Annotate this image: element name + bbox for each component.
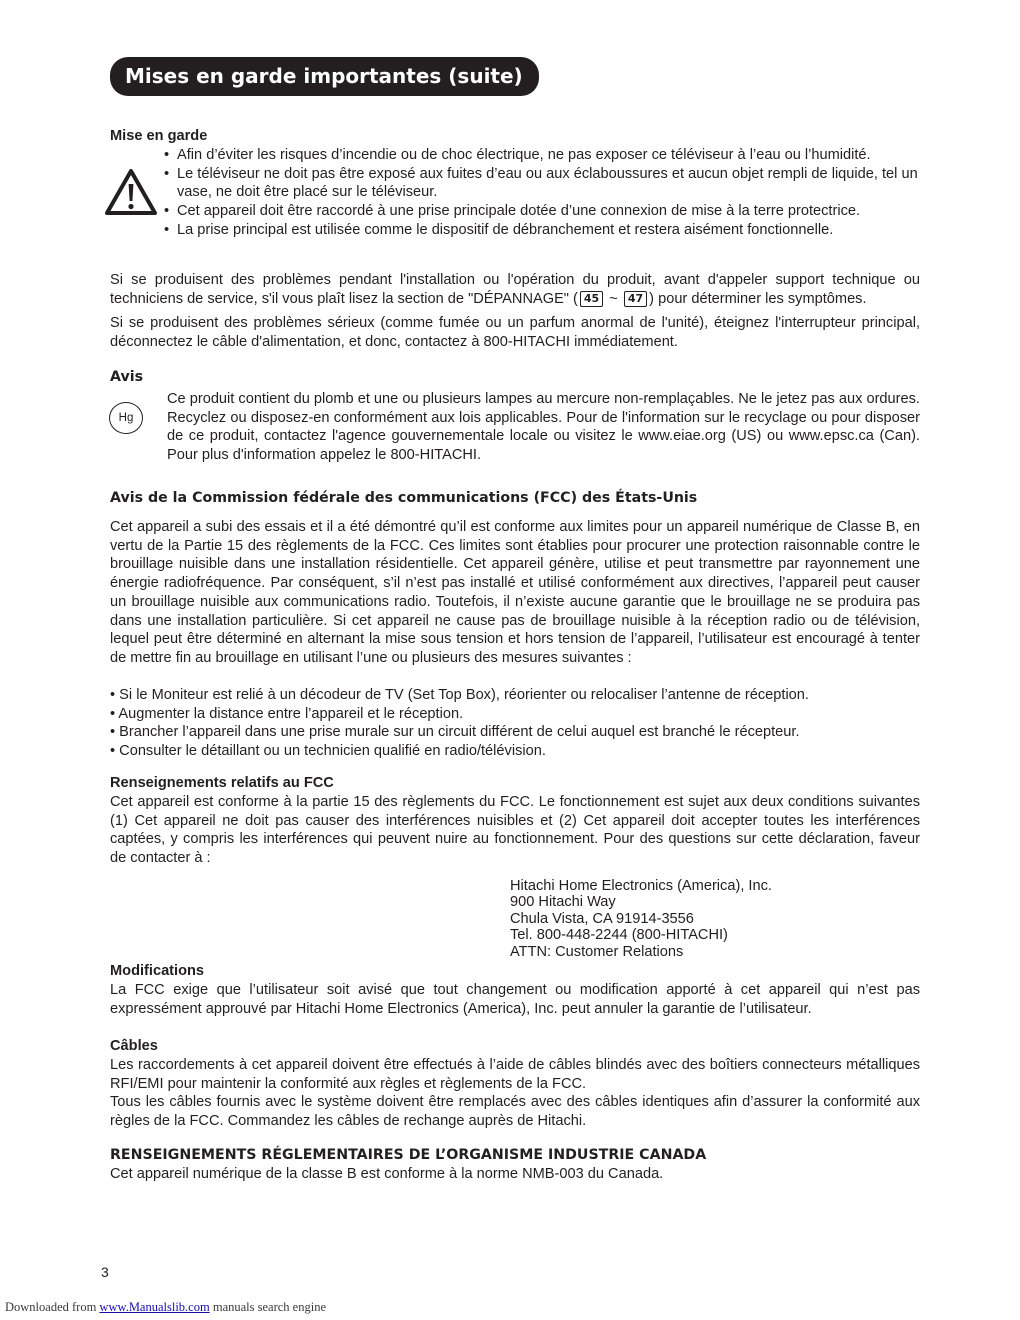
fcc-measures-list: [110, 686, 809, 761]
warning-triangle-icon: [104, 168, 158, 216]
notice-text: Ce produit contient du plomb et une ou plusieurs lampes au mercure non-remplaçables. Ne le jetez pas aux ordures. Recyclez ou disposez-en conformément aux lois applicables. Pour de l'information sur le recyclage ou pour disposer de ce produit, contactez l'agence gouvernementale locale ou visitez le www.eiae.org (US) ou www.epsc.ca (Can). Pour plus d'information appelez le 800-HITACHI.: [167, 391, 920, 464]
modifications-heading: Modifications: [110, 963, 205, 979]
cables-text: [110, 1056, 920, 1131]
manualslib-link[interactable]: www.Manualslib.com: [99, 1300, 210, 1314]
cables-heading: Câbles: [110, 1038, 158, 1054]
caution-item: • Afin d’éviter les risques d’incendie ou de choc électrique, ne pas exposer ce téléviseur à l’eau ou l’humidité.: [164, 146, 924, 165]
page-reference-45: 45: [580, 291, 603, 307]
fcc-paragraph: Cet appareil a subi des essais et il a été démontré qu’il est conforme aux limites pour un appareil numérique de Classe B, en vertu de la Partie 15 des règlements de la FCC. Ces limites sont établies pour procurer une protection raisonnable contre le brouillage nuisible dans une installation résidentielle. Cet appareil génère, utilise et peut transmettre par rayonnement une énergie radiofréquence. Par conséquent, s’il n’est pas installé et utilisé conformément aux directives, l’appareil peut causer un brouillage nuisible aux communications radio. Toutefois, il n’existe aucune garantie que le brouillage ne se produira pas dans une installation particulière. Si cet appareil ne cause pas de brouillage nuisible à la réception radio ou de télévision, lequel peut être déterminé en alternant la mise sous tension et hors tension de l’appareil, l’utilisateur est encouragé à tenter de mettre fin au brouillage en utilisant l’une ou plusieurs des mesures suivantes :: [110, 519, 920, 666]
caution-list: [164, 146, 924, 240]
fcc-heading: Avis de la Commission fédérale des communications (FCC) des États-Unis: [110, 490, 698, 506]
canada-text: Cet appareil numérique de la classe B est conforme à la norme NMB-003 du Canada.: [110, 1166, 664, 1182]
serious-problems-paragraph: Si se produisent des problèmes sérieux (comme fumée ou un parfum anormal de l'unité), éteignez l'interrupteur principal, déconnectez le câble d'alimentation, et donc, contactez à 800-HITACHI immédiatement.: [110, 315, 920, 350]
cables-paragraph-1: Les raccordements à cet appareil doivent être effectués à l’aide de câbles blindés avec des boîtiers connecteurs métalliques RFI/EMI pour maintenir la conformité aux règles et règlements de la FCC.: [110, 1057, 920, 1092]
address-line: 900 Hitachi Way: [510, 894, 616, 911]
address-line: Chula Vista, CA 91914-3556: [510, 910, 694, 927]
caution-item: • La prise principal est utilisée comme le dispositif de débranchement et restera aisément fonctionnelle.: [164, 221, 924, 240]
address-line: Tel. 800-448-2244 (800-HITACHI): [510, 927, 728, 944]
fcc-measure-item: • Consulter le détaillant ou un technicien qualifié en radio/télévision.: [110, 743, 546, 760]
modifications-text: La FCC exige que l’utilisateur soit avisé que tout changement ou modification apporté à cet appareil qui n’est pas expressément approuvé par Hitachi Home Electronics (America), Inc. peut annuler la garantie de l’utilisateur.: [110, 982, 920, 1017]
fcc-info-text: Cet appareil est conforme à la partie 15 des règlements du FCC. Le fonctionnement est sujet aux deux conditions suivantes (1) Cet appareil ne doit pas causer des interférences nuisibles et (2) Cet appareil doit accepter toutes les interférences captées, y compris les interférences qui peuvent nuire au fonctionnement. Pour des questions sur cette déclaration, faveur de contacter à :: [110, 794, 920, 867]
canada-heading: RENSEIGNEMENTS RÉGLEMENTAIRES DE L’ORGANISME INDUSTRIE CANADA: [110, 1147, 707, 1163]
page-reference-47: 47: [624, 291, 647, 307]
caution-heading: Mise en garde: [110, 128, 208, 144]
fcc-info-heading: Renseignements relatifs au FCC: [110, 775, 334, 791]
address-line: ATTN: Customer Relations: [510, 943, 684, 960]
notice-heading: Avis: [110, 369, 144, 385]
download-footer: Downloaded from www.Manualslib.com manuals search engine: [5, 1300, 326, 1314]
page-title: Mises en garde importantes (suite): [110, 57, 539, 96]
fcc-measure-item: • Brancher l’appareil dans une prise murale sur un circuit différent de celui auquel est branché le récepteur.: [110, 724, 800, 741]
fcc-measure-item: • Augmenter la distance entre l’appareil et le réception.: [110, 705, 464, 722]
caution-item: • Cet appareil doit être raccordé à une prise principale dotée d’une connexion de mise à la terre protectrice.: [164, 202, 924, 221]
page-number: 3: [101, 1264, 109, 1280]
troubleshooting-paragraph: Si se produisent des problèmes pendant l'installation ou l'opération du produit, avant d'appeler support technique ou techniciens de service, s'il vous plaît lisez la section de "DÉPANNAGE" ( 45 ~ 47 ) pour déterminer les symptômes.: [110, 272, 920, 307]
fcc-measure-item: • Si le Moniteur est relié à un décodeur de TV (Set Top Box), réorienter ou relocaliser l’antenne de réception.: [110, 687, 809, 703]
contact-address: [510, 878, 772, 960]
cables-paragraph-2: Tous les câbles fournis avec le système doivent être remplacés avec des câbles identiques afin d’assurer la conformité aux règles de la FCC. Commandez les câbles de rechange auprès de Hitachi.: [110, 1094, 920, 1130]
caution-item: • Le téléviseur ne doit pas être exposé aux fuites d’eau ou aux éclaboussures et aucun objet rempli de liquide, tel un vase, ne doit être placé sur le téléviseur.: [164, 165, 924, 202]
mercury-hg-icon: Hg: [109, 402, 143, 434]
address-line: Hitachi Home Electronics (America), Inc.: [510, 878, 772, 894]
